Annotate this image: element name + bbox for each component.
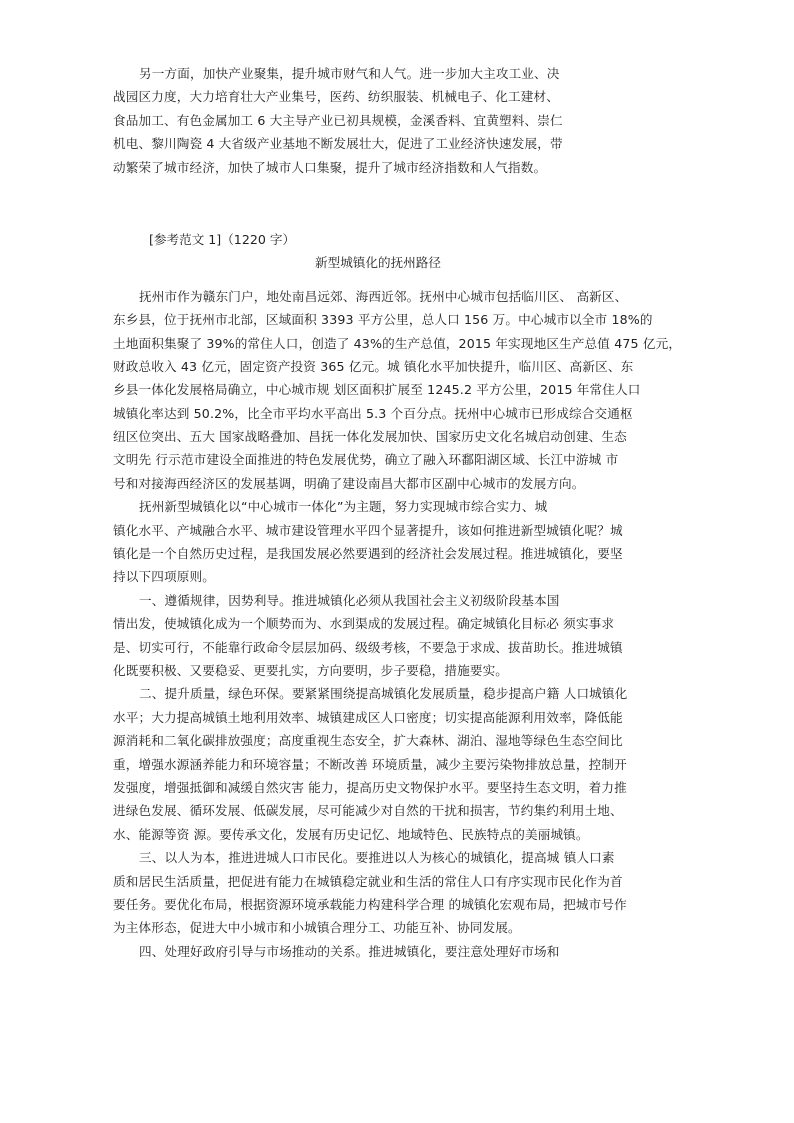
paragraph-line: 抚州新型城镇化以“中心城市一体化”为主题，努力实现城市综合实力、城 xyxy=(139,499,548,515)
paragraph-line: 质和居民生活质量，把促进有能力在城镇稳定就业和生活的常住人口有序实现市民化作为首 xyxy=(113,873,623,889)
paragraph-line: 源消耗和二氧化碳排放强度；高度重视生态安全，扩大森林、湖泊、湿地等绿色生态空间比 xyxy=(113,733,623,749)
section-spacer xyxy=(113,179,681,228)
paragraph-line: 东乡县，位于抚州市北部，区域面积 3393 平方公里，总人口 156 万。中心城市以全市 18%的 xyxy=(113,312,653,328)
paragraph-line: 财政总收入 43 亿元，固定资产投资 365 亿元。城 镇化水平加快提升，临川区、高新区、东 xyxy=(113,358,634,374)
paragraph-line: 土地面积集聚了 39%的常住人口，创造了 43%的生产总值，2015 年实现地区生产总值 475 亿元， xyxy=(113,335,681,351)
paragraph-line: 重，增强水源涵养能力和环境容量；不断改善 环境质量，减少主要污染物排放总量，控制开 xyxy=(113,756,627,772)
paragraph-line: 为主体形态，促进大中小城市和小城镇合理分工、功能互补、协同发展。 xyxy=(113,920,521,936)
paragraph-line: 持以下四项原则。 xyxy=(113,569,215,585)
article-title: 新型城镇化的抚州路径 xyxy=(315,255,441,271)
paragraph-line: 机电、黎川陶瓷 4 大省级产业基地不断发展壮大，促进了工业经济快速发展，带 xyxy=(113,136,563,152)
paragraph-line: 纽区位突出、五大 国家战略叠加、昌抚一体化发展加快、国家历史文化名城启动创建、生态 xyxy=(113,429,627,445)
title-spacer xyxy=(113,275,681,285)
paragraph-line: 城镇化率达到 50.2%，比全市平均水平高出 5.3 个百分点。抚州中心城市已形成综合交通枢 xyxy=(113,405,633,421)
intro-paragraph xyxy=(113,62,681,179)
body-paragraph-1 xyxy=(113,285,681,496)
paragraph-line: 进绿色发展、循环发展、低碳发展，尽可能减少对自然的干扰和损害，节约集约利用土地、 xyxy=(113,803,623,819)
paragraph-line: 镇化是一个自然历史过程，是我国发展必然要遇到的经济社会发展过程。推进城镇化，要坚 xyxy=(113,546,623,562)
body-paragraph-5 xyxy=(113,846,681,940)
paragraph-line: 三、以人为本，推进进城人口市民化。要推进以人为核心的城镇化，提高城 镇人口素 xyxy=(139,850,615,866)
paragraph-line: 乡县一体化发展格局确立，中心城市规 划区面积扩展至 1245.2 平方公里，2015 年常住人口 xyxy=(113,382,641,398)
body-paragraph-2 xyxy=(113,495,681,589)
paragraph-line: 动繁荣了城市经济，加快了城市人口集聚，提升了城市经济指数和人气指数。 xyxy=(113,159,547,175)
paragraph-line: 水平；大力提高城镇土地利用效率、城镇建成区人口密度；切实提高能源利用效率，降低能 xyxy=(113,709,623,725)
paragraph-line: 另一方面，加快产业聚集，提升城市财气和人气。进一步加大主攻工业、决 xyxy=(139,66,560,81)
paragraph-line: 战园区力度，大力培育壮大产业集号，医药、纺织服装、机械电子、化工建材、 xyxy=(113,89,560,105)
paragraph-line: 四、处理好政府引导与市场推动的关系。推进城镇化，要注意处理好市场和 xyxy=(139,943,560,959)
paragraph-line: 化既要积极、又要稳妥、更要扎实，方向要明，步子要稳，措施要实。 xyxy=(113,662,509,678)
paragraph-line: 镇化水平、产城融合水平、城市建设管理水平四个显著提升，该如何推进新型城镇化呢？城 xyxy=(113,522,623,538)
body-paragraph-6 xyxy=(113,940,681,963)
paragraph-line: 抚州市作为赣东门户，地处南昌远郊、海西近邻。抚州中心城市包括临川区、 高新区、 xyxy=(139,288,628,304)
document-page xyxy=(113,62,681,963)
reference-header: [参考范文 1]（1220 字） xyxy=(149,231,296,247)
paragraph-line: 是、切实可行，不能靠行政命令层层加码、级级考核，不要急于求成、拔苗助长。推进城镇 xyxy=(113,639,623,655)
paragraph-line: 水、能源等资 源。要传承文化，发展有历史记忆、地域特色、民族特点的美丽城镇。 xyxy=(113,826,589,842)
paragraph-line: 号和对接海西经济区的发展基调，明确了建设南昌大都市区副中心城市的发展方向。 xyxy=(113,475,585,491)
paragraph-line: 二、提升质量，绿色环保。要紧紧围绕提高城镇化发展质量，稳步提高户籍 人口城镇化 xyxy=(139,686,628,702)
paragraph-line: 发强度，增强抵御和减缓自然灾害 能力，提高历史文物保护水平。要坚持生态文明，着力推 xyxy=(113,779,627,795)
paragraph-line: 文明先 行示范市建设全面推进的特色发展优势，确立了融入环鄱阳湖区域、长江中游城 市 xyxy=(113,452,619,468)
body-paragraph-4 xyxy=(113,682,681,846)
paragraph-line: 情出发，使城镇化成为一个顺势而为、水到渠成的发展过程。确定城镇化目标必 须实事求 xyxy=(113,616,615,632)
paragraph-line: 一、遵循规律，因势利导。推进城镇化必须从我国社会主义初级阶段基本国 xyxy=(139,592,560,608)
body-paragraph-3 xyxy=(113,589,681,683)
paragraph-line: 食品加工、有色金属加工 6 大主导产业已初具规模，金溪香料、宜黄塑料、崇仁 xyxy=(113,112,563,128)
paragraph-line: 要任务。要优化布局，根据资源环境承载能力构建科学合理 的城镇化宏观布局，把城市号作 xyxy=(113,896,627,912)
